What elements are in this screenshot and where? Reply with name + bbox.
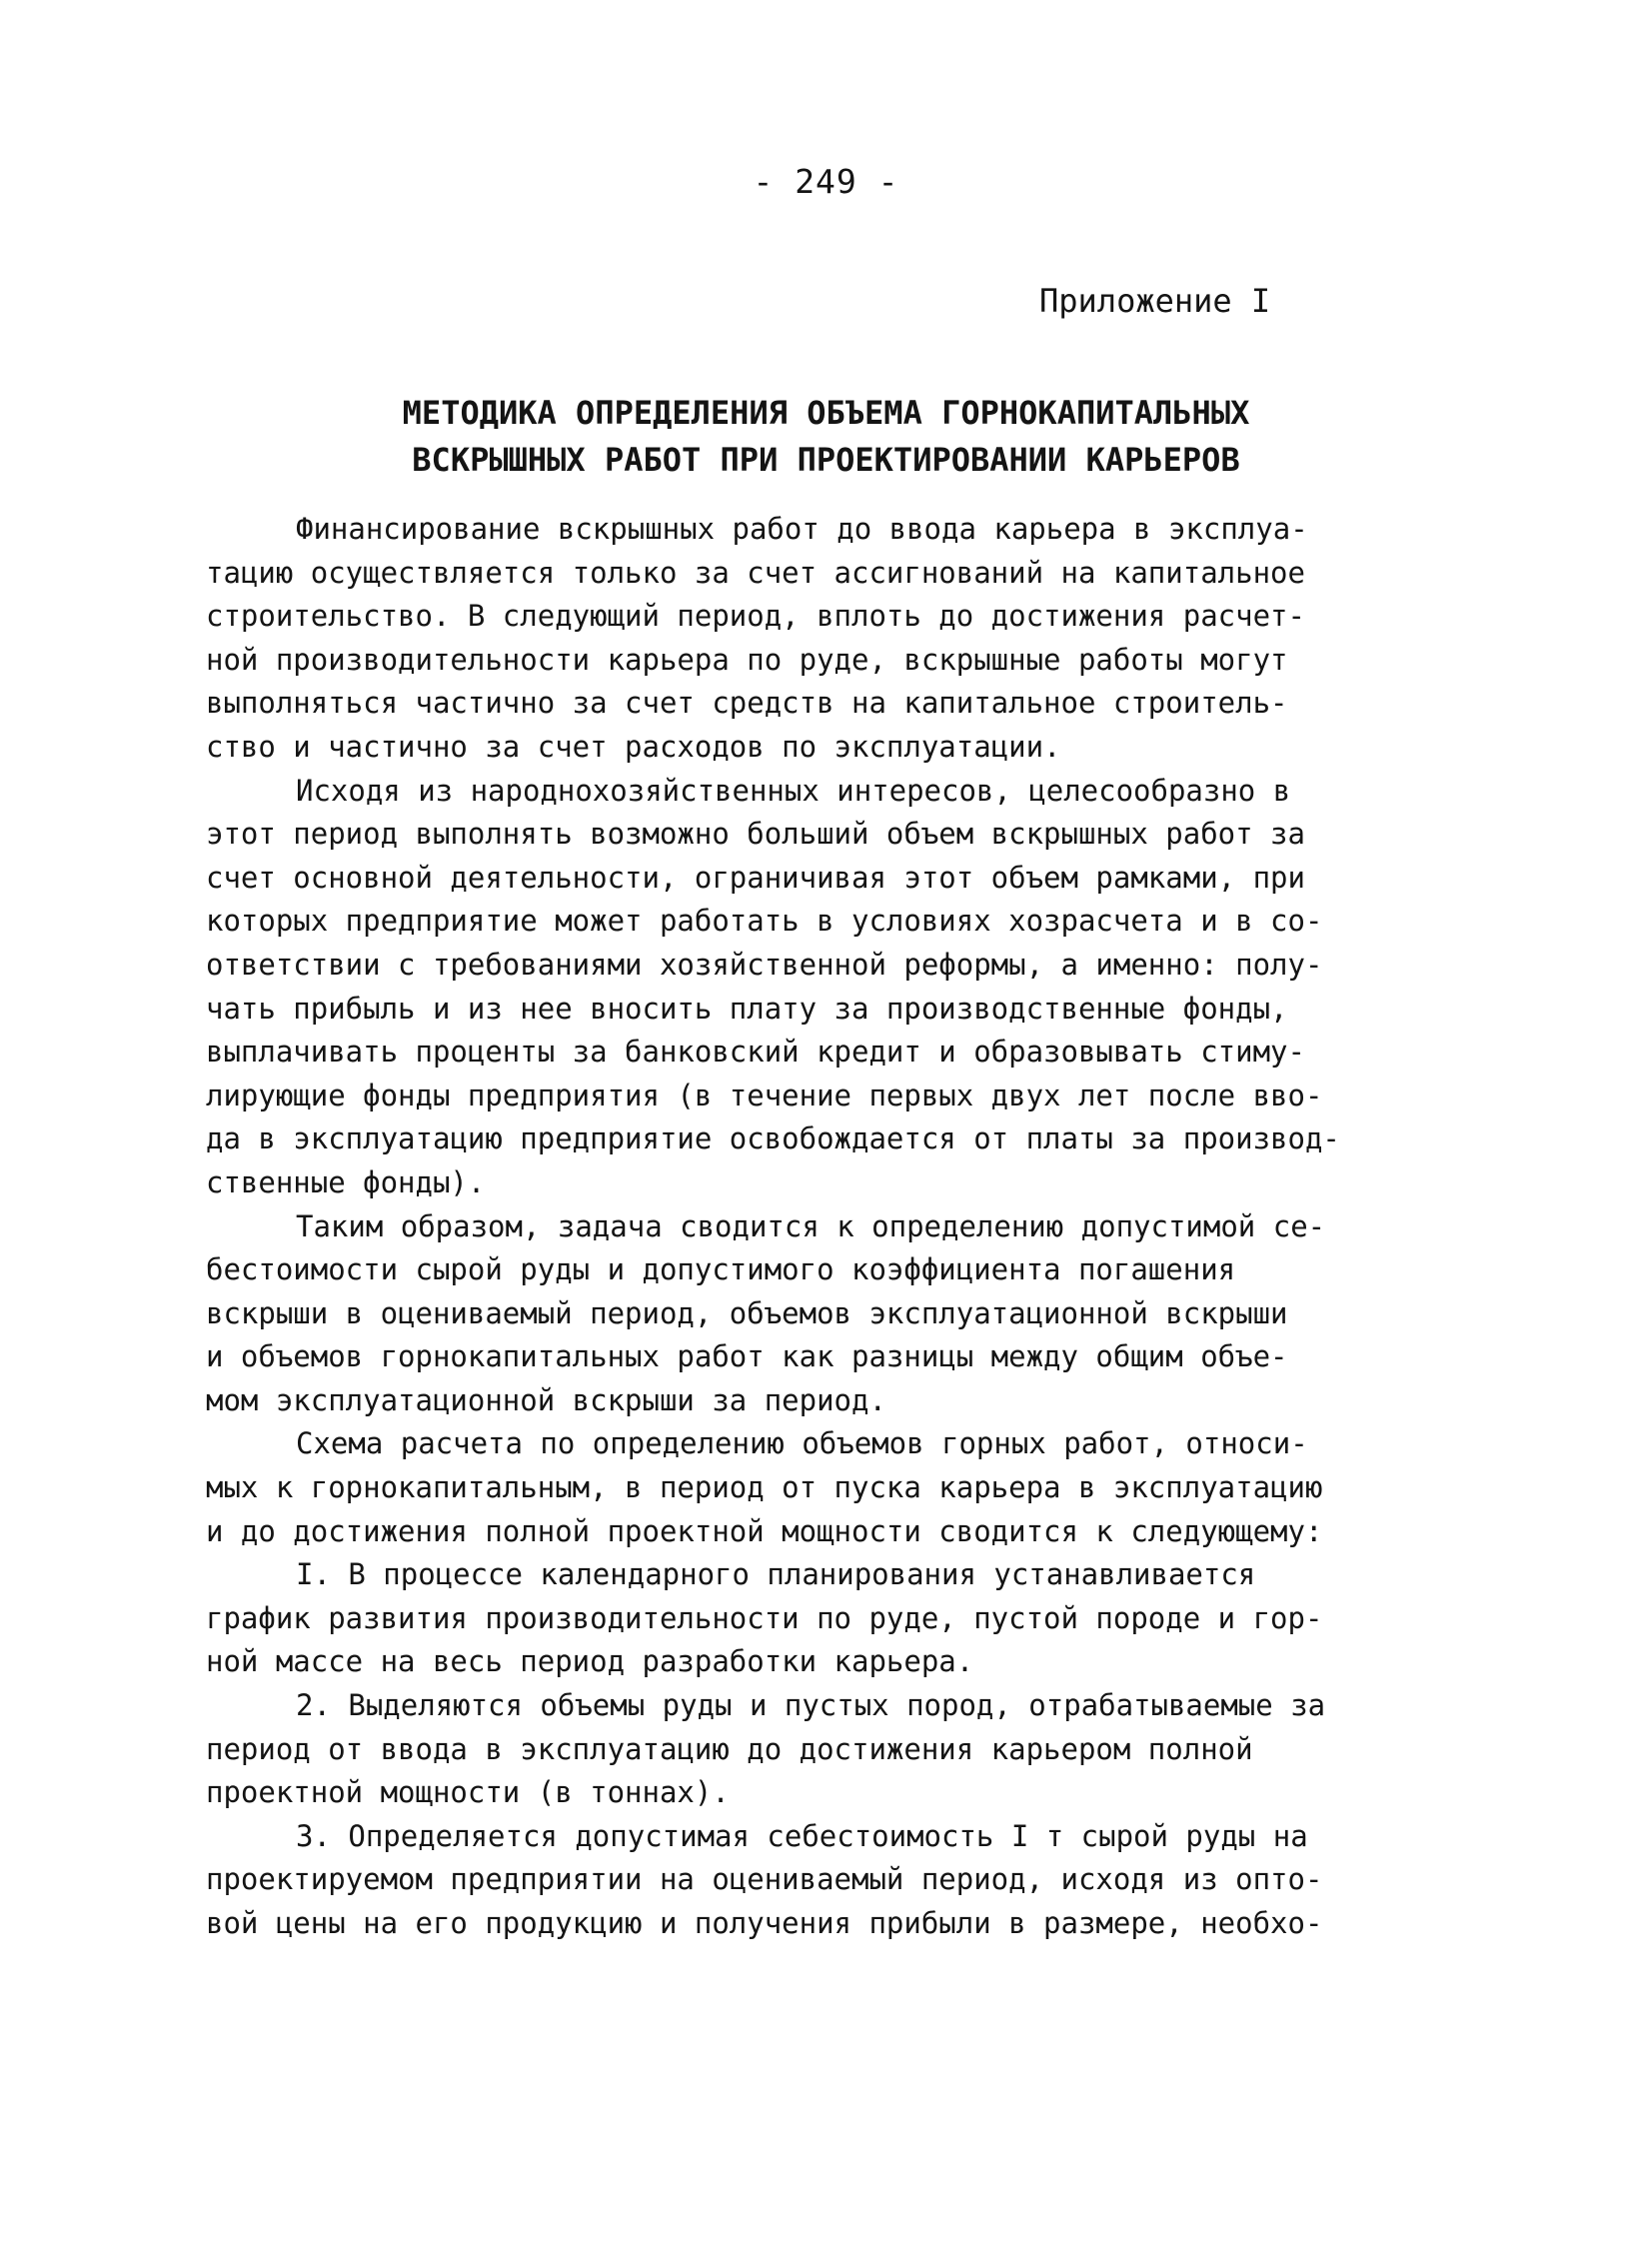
list-item-1-line: ной массе на весь период разработки карьера. <box>206 1644 974 1679</box>
list-item-3-line: проектируемом предприятии на оцениваемый период, исходя из опто- <box>206 1862 1323 1897</box>
paragraph-2-line: ответствии с требованиями хозяйственной реформы, а именно: полу- <box>206 947 1323 982</box>
paragraph-1-line: ство и частично за счет расходов по эксплуатации. <box>206 729 1061 764</box>
paragraph-1-line: строительство. В следующий период, вплоть до достижения расчет- <box>206 599 1305 634</box>
paragraph-2-line: этот период выполнять возможно больший объем вскрышных работ за <box>206 817 1305 852</box>
paragraph-2-line: ственные фонды). <box>206 1164 486 1199</box>
appendix-label: Приложение I <box>1039 282 1271 320</box>
paragraph-2-line: лирующие фонды предприятия (в течение первых двух лет после вво- <box>206 1078 1323 1113</box>
paragraph-2-line: выплачивать проценты за банковский кредит и образовывать стиму- <box>206 1035 1305 1070</box>
document-title <box>0 390 1652 484</box>
list-item-2-line: 2. Выделяются объемы руды и пустых пород, отрабатываемые за <box>296 1688 1326 1723</box>
paragraph-2-line: да в эксплуатацию предприятие освобождается от платы за производ- <box>206 1122 1340 1156</box>
paragraph-3-line: и объемов горнокапитальных работ как разницы между общим объе- <box>206 1339 1288 1374</box>
paragraph-1-line: выполняться частично за счет средств на капитальное строитель- <box>206 686 1288 721</box>
paragraph-1-line: Финансирование вскрышных работ до ввода карьера в эксплуа- <box>296 512 1308 546</box>
paragraph-2-line: счет основной деятельности, ограничивая этот объем рамками, при <box>206 860 1305 895</box>
paragraph-2-line: чать прибыль и из нее вносить плату за производственные фонды, <box>206 991 1288 1026</box>
title-line-1: МЕТОДИКА ОПРЕДЕЛЕНИЯ ОБЪЕМА ГОРНОКАПИТАЛЬНЫХ <box>402 394 1250 432</box>
list-item-2-line: проектной мощности (в тоннах). <box>206 1775 730 1810</box>
paragraph-4-line: Схема расчета по определению объемов горных работ, относи- <box>296 1426 1308 1461</box>
title-line-2: ВСКРЫШНЫХ РАБОТ ПРИ ПРОЕКТИРОВАНИИ КАРЬЕРОВ <box>412 441 1240 479</box>
paragraph-4-line: и до достижения полной проектной мощности сводится к следующему: <box>206 1513 1323 1548</box>
list-item-1-line: график развития производительности по руде, пустой породе и гор- <box>206 1600 1323 1635</box>
paragraph-2-line: которых предприятие может работать в условиях хозрасчета и в со- <box>206 904 1323 939</box>
paragraph-3-line: мом эксплуатационной вскрыши за период. <box>206 1382 886 1417</box>
paragraph-2-line: Исходя из народнохозяйственных интересов, целесообразно в <box>296 773 1291 808</box>
list-item-1-line: I. В процессе календарного планирования устанавливается <box>296 1557 1256 1592</box>
list-item-3-line: вой цены на его продукцию и получения прибыли в размере, необхо- <box>206 1906 1323 1940</box>
page-number: - 249 - <box>753 162 899 201</box>
paragraph-3-line: вскрыши в оцениваемый период, объемов эксплуатационной вскрыши <box>206 1295 1288 1330</box>
paragraph-1-line: ной производительности карьера по руде, вскрышные работы могут <box>206 642 1288 677</box>
list-item-2-line: период от ввода в эксплуатацию до достижения карьером полной <box>206 1731 1253 1766</box>
paragraph-3-line: бестоимости сырой руды и допустимого коэффициента погашения <box>206 1252 1236 1287</box>
list-item-3-line: 3. Определяется допустимая себестоимость I т сырой руды на <box>296 1818 1308 1853</box>
paragraph-1-line: тацию осуществляется только за счет ассигнований на капитальное <box>206 555 1305 590</box>
paragraph-3-line: Таким образом, задача сводится к определению допустимой се- <box>296 1208 1326 1243</box>
paragraph-4-line: мых к горнокапитальным, в период от пуска карьера в эксплуатацию <box>206 1470 1323 1505</box>
body-text <box>206 508 1465 1946</box>
